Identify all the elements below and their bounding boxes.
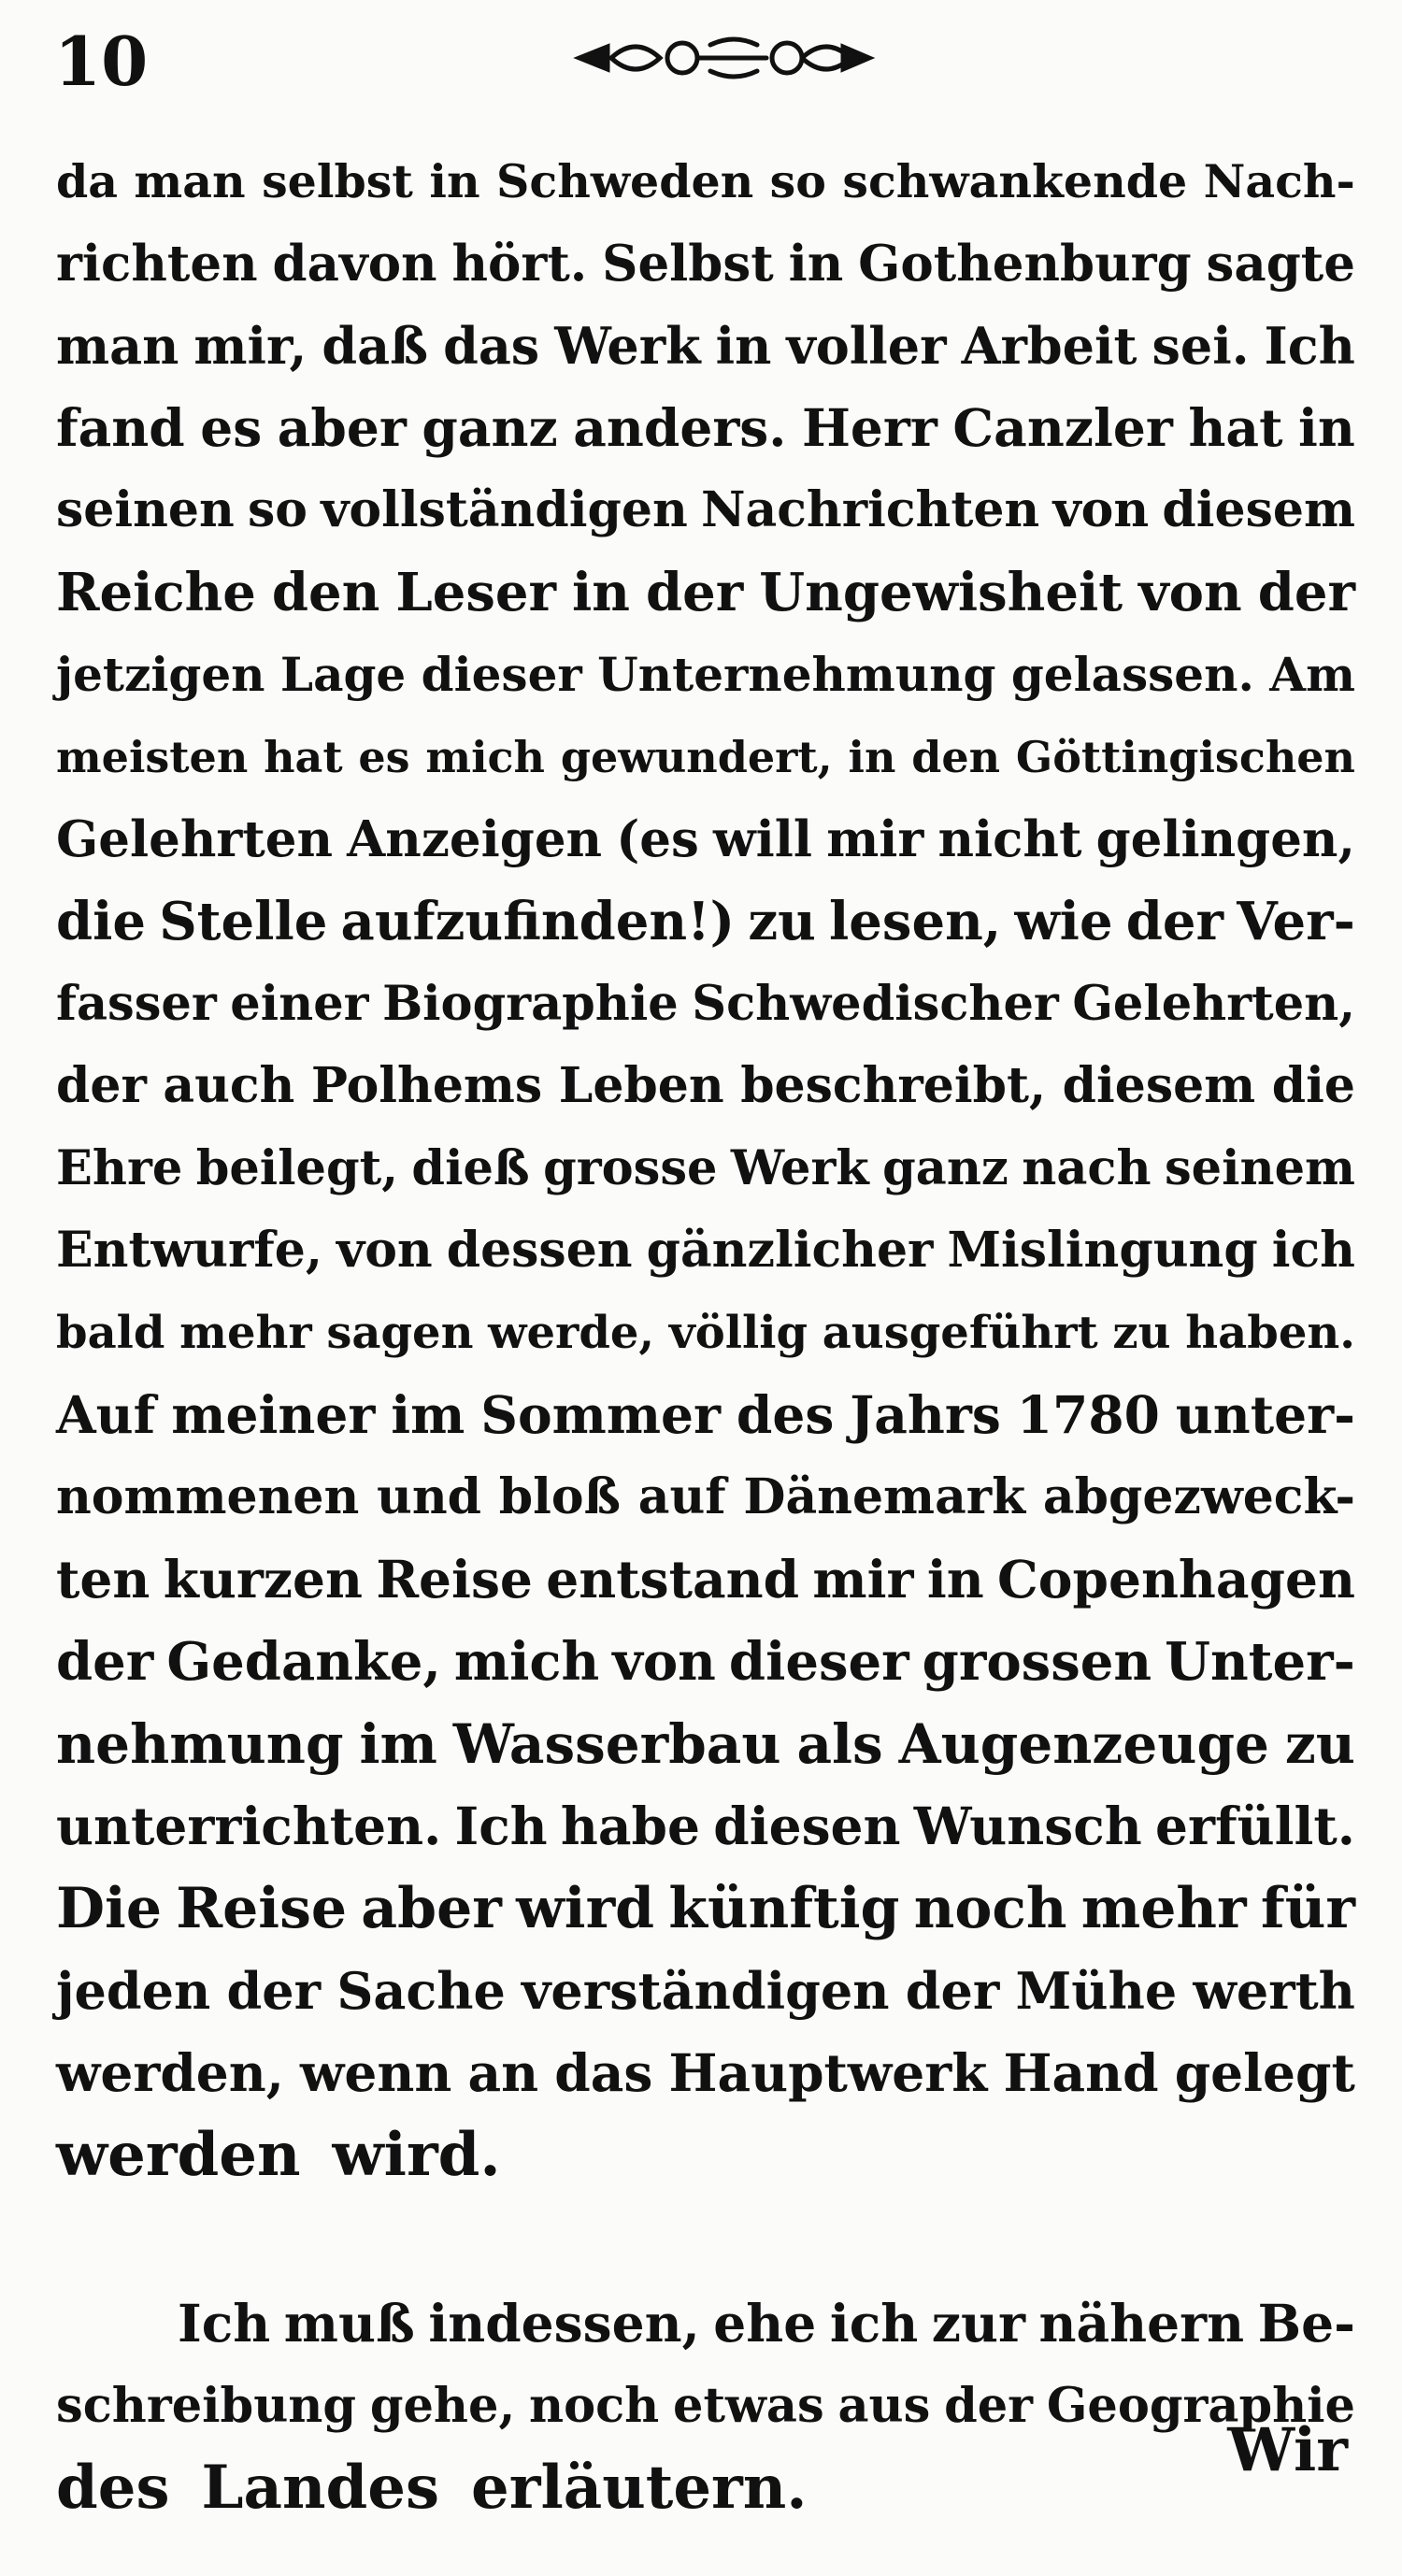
- text-line: jeden der Sache verständigen der Mühe werth: [56, 1961, 1355, 2021]
- paragraph-gap: [56, 2197, 1355, 2283]
- body-text: [56, 140, 1355, 2529]
- text-line: nommenen und bloß auf Dänemark abgezweck-: [56, 1468, 1355, 1525]
- text-line: bald mehr sagen werde, völlig ausgeführt zu haben.: [56, 1307, 1355, 1359]
- page-number: 10: [54, 21, 149, 101]
- text-line: man mir, daß das Werk in voller Arbeit sei. Ich: [56, 316, 1355, 376]
- text-line: die Stelle aufzufinden!) zu lesen, wie der Ver-: [56, 891, 1355, 952]
- text-line: da man selbst in Schweden so schwankende Nach-: [56, 154, 1355, 208]
- text-line: der Gedanke, mich von dieser grossen Unter-: [56, 1631, 1355, 1693]
- text-line: fand es aber ganz anders. Herr Canzler hat in: [56, 397, 1355, 458]
- text-line: Entwurfe, von dessen gänzlicher Mislingung ich: [56, 1222, 1355, 1279]
- text-line: des Landes erläutern.: [56, 2453, 808, 2523]
- text-line: unterrichten. Ich habe diesen Wunsch erfüllt.: [56, 1796, 1355, 1856]
- text-line: Die Reise aber wird künftig noch mehr für: [56, 1876, 1355, 1941]
- text-line: werden wird.: [56, 2120, 501, 2190]
- text-line: jetzigen Lage dieser Unternehmung gelassen. Am: [56, 647, 1355, 702]
- text-line: nehmung im Wasserbau als Augenzeuge zu: [56, 1712, 1355, 1776]
- text-line: Reiche den Leser in der Ungewisheit von der: [56, 562, 1355, 623]
- text-line: der auch Polhems Leben beschreibt, diesem die: [56, 1057, 1355, 1114]
- text-line: Ich muß indessen, ehe ich zur nähern Be-: [178, 2293, 1355, 2354]
- text-line: richten davon hört. Selbst in Gothenburg sagte: [56, 235, 1355, 293]
- catchword: Wir: [1227, 2415, 1348, 2485]
- text-line: schreibung gehe, noch etwas aus der Geographie: [56, 2378, 1355, 2434]
- text-line: fasser einer Biographie Schwedischer Gelehrten,: [56, 976, 1355, 1032]
- text-line: Ehre beilegt, dieß grosse Werk ganz nach seinem: [56, 1140, 1355, 1196]
- text-line: Gelehrten Anzeigen (es will mir nicht gelingen,: [56, 810, 1355, 868]
- text-line: seinen so vollständigen Nachrichten von diesem: [56, 481, 1355, 538]
- text-line: ten kurzen Reise entstand mir in Copenhagen: [56, 1549, 1355, 1610]
- text-line: werden, wenn an das Hauptwerk Hand gelegt: [56, 2042, 1355, 2103]
- text-line: Auf meiner im Sommer des Jahrs 1780 unter-: [56, 1384, 1355, 1445]
- text-line: meisten hat es mich gewundert, in den Göttingischen: [56, 732, 1355, 782]
- ornament-icon: [570, 26, 879, 82]
